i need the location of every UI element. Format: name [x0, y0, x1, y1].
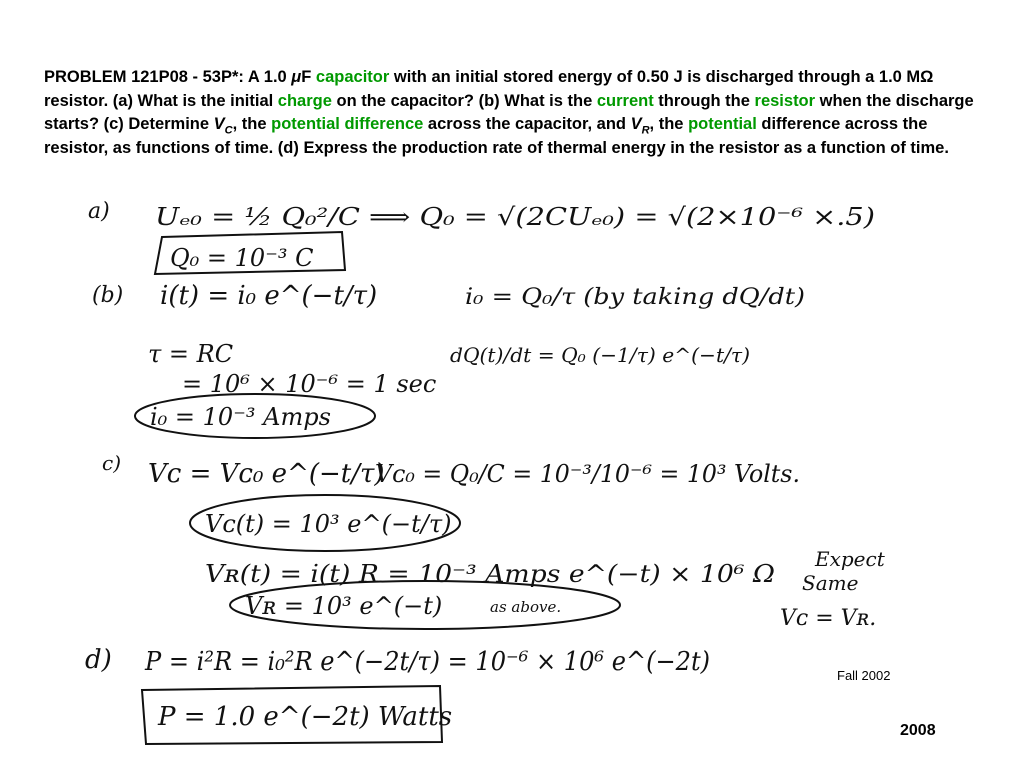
- part-a-equation: Uₑ₀ = ½ Q₀²/C ⟹ Q₀ = √(2CUₑ₀) = √(2×10⁻⁶ ×.5): [155, 203, 875, 231]
- problem-text-4: on the capacitor? (b) What is the: [331, 91, 597, 110]
- vc-subscript: C: [224, 124, 233, 137]
- part-b-current: i(t) = i₀ e^(−t/τ): [160, 281, 378, 311]
- part-b-i0: i₀ = Q₀/τ (by taking dQ/dt): [465, 285, 805, 310]
- part-c-same: Same: [802, 571, 859, 595]
- part-a-label: a): [88, 199, 110, 224]
- part-c-vc: Vᴄ = Vᴄ₀ e^(−t/τ): [148, 459, 385, 489]
- part-c-vr-note: as above.: [490, 598, 562, 616]
- part-c-label: c): [102, 451, 122, 475]
- problem-text-5: through the: [653, 91, 755, 110]
- part-b-tau: τ = RC: [148, 340, 234, 368]
- problem-text-6: when the discharge starts? (c) Determine: [44, 91, 974, 134]
- mu-symbol: μ: [291, 68, 302, 86]
- part-c-vc-result: Vᴄ(t) = 10³ e^(−t/τ): [205, 510, 452, 538]
- part-b-label: (b): [92, 283, 124, 308]
- keyword-potential: potential: [688, 115, 757, 134]
- part-c-vc0: Vᴄ₀ = Q₀/C = 10⁻³/10⁻⁶ = 10³ Volts.: [375, 460, 800, 488]
- problem-text-9: , the: [649, 115, 689, 134]
- vr-symbol: V: [630, 115, 642, 134]
- course-term: Fall 2002: [837, 668, 891, 683]
- problem-text-7: , the: [232, 115, 272, 134]
- vr-subscript: R: [641, 124, 650, 137]
- problem-text-2: F: [301, 68, 316, 86]
- part-c-vr-result: Vʀ = 10³ e^(−t): [245, 592, 443, 620]
- part-b-result: i₀ = 10⁻³ Amps: [150, 403, 331, 431]
- part-d-result: P = 1.0 e^(−2t) Watts: [158, 702, 453, 732]
- part-a-result: Q₀ = 10⁻³ C: [170, 244, 314, 272]
- part-c-equality: Vᴄ = Vʀ.: [780, 606, 877, 631]
- keyword-potential-difference: potential difference: [271, 115, 424, 134]
- keyword-resistor: resistor: [754, 91, 816, 110]
- keyword-charge: charge: [277, 91, 332, 110]
- problem-text-8: across the capacitor, and: [423, 115, 631, 134]
- course-year: 2008: [900, 722, 936, 739]
- part-b-tau-value: = 10⁶ × 10⁻⁶ = 1 sec: [182, 370, 437, 398]
- part-d-power: P = i²R = i₀²R e^(−2t/τ) = 10⁻⁶ × 10⁶ e^(−2t): [144, 647, 710, 677]
- problem-text-1: PROBLEM 121P08 - 53P*: A 1.0: [44, 68, 292, 86]
- problem-text-10: difference across the resistor, as functions of time. (d) Express the production rate of thermal energy in the resistor as a function of time.: [44, 115, 949, 157]
- keyword-current: current: [596, 91, 654, 110]
- part-c-expect: Expect: [815, 547, 885, 571]
- part-d-label: d): [85, 645, 112, 675]
- part-c-vr: Vʀ(t) = i(t) R = 10⁻³ Amps e^(−t) × 10⁶ Ω: [205, 560, 775, 588]
- problem-text-3: with an initial stored energy of 0.50 J is discharged through a 1.0 MΩ resistor. (a) What is the initial: [44, 68, 934, 110]
- part-b-derivative: dQ(t)/dt = Q₀ (−1/τ) e^(−t/τ): [450, 343, 750, 367]
- vc-symbol: V: [213, 115, 225, 134]
- keyword-capacitor: capacitor: [315, 68, 390, 86]
